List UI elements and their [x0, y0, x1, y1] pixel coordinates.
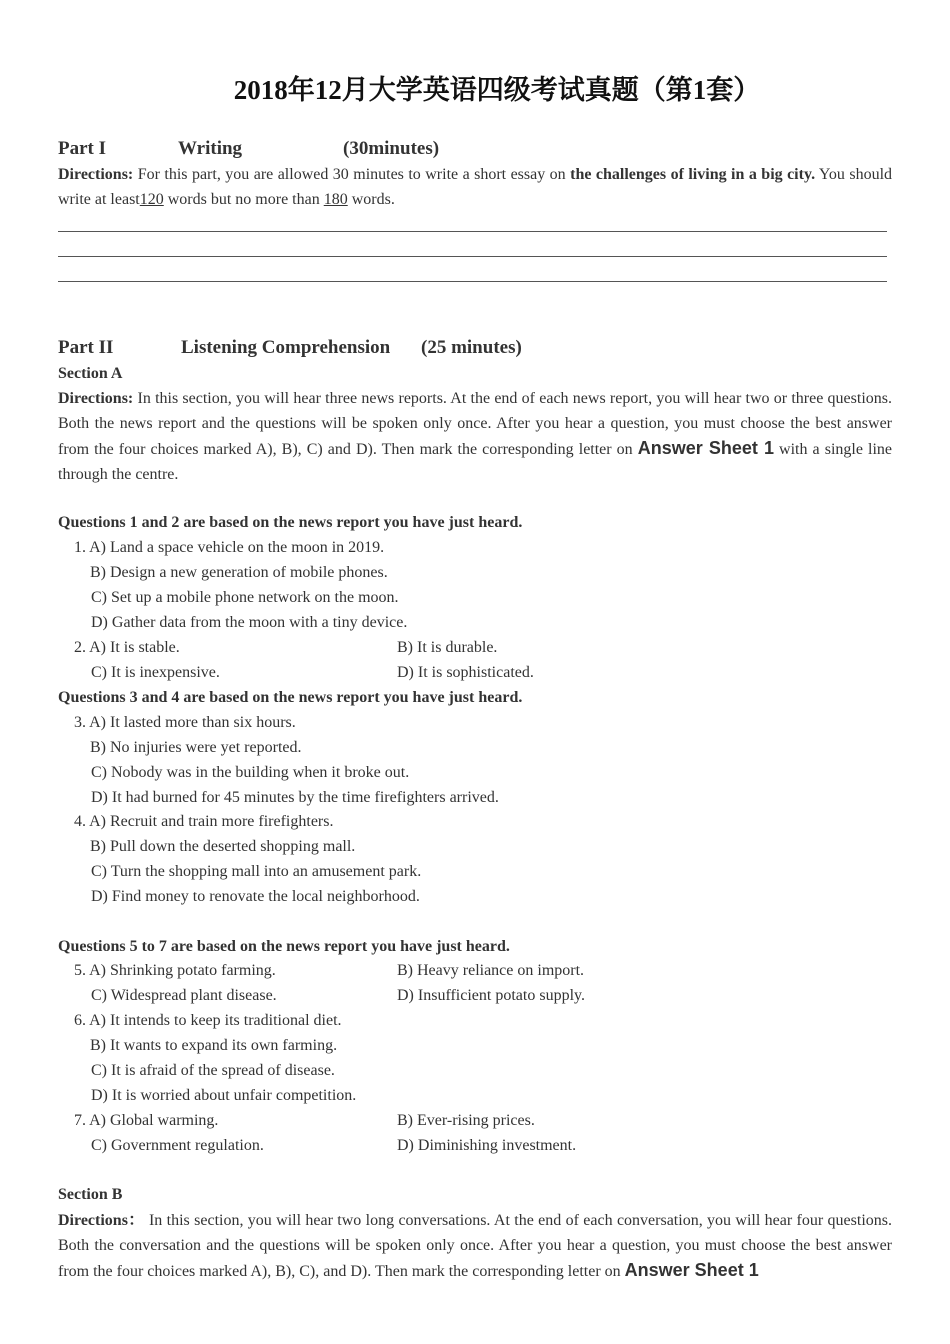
question-group-heading: Questions 5 to 7 are based on the news report you have just heard.	[58, 938, 510, 955]
section-a-label: Section A	[58, 365, 123, 382]
question-7-option-a: 7. A) Global warming.	[74, 1112, 219, 1129]
question-6-option-c: C) It is afraid of the spread of disease.	[91, 1062, 335, 1079]
question-5-option-b: B) Heavy reliance on import.	[397, 962, 585, 979]
question-4-option-a: 4. A) Recruit and train more firefighters.	[74, 813, 334, 830]
part2-time: (25 minutes)	[421, 337, 522, 358]
section-b-directions	[58, 1208, 892, 1284]
question-3-option-c: C) Nobody was in the building when it broke out.	[91, 764, 410, 781]
question-4-option-c: C) Turn the shopping mall into an amusement park.	[91, 863, 422, 880]
question-3-option-b: B) No injuries were yet reported.	[90, 739, 302, 756]
question-6-option-d: D) It is worried about unfair competition.	[91, 1087, 357, 1104]
question-2-option-b: B) It is durable.	[397, 639, 498, 656]
question-group-heading: Questions 1 and 2 are based on the news report you have just heard.	[58, 514, 523, 531]
part1-time: (30minutes)	[343, 138, 440, 159]
question-7-option-c: C) Government regulation.	[91, 1137, 264, 1154]
part1-label: Part I	[58, 138, 107, 159]
directions-text: In this section, you will hear two long conversations. At the end of each conversation, you will hear four questions. Both the conversation and the questions will be spoken only once. After you hear a question, you must choose the best answer from the four choices marked A), B), C), and D). Then mark the corresponding letter on	[58, 1212, 892, 1280]
question-1-option-b: B) Design a new generation of mobile phones.	[90, 564, 388, 581]
directions-text: with a single line through the centre.	[58, 441, 893, 483]
directions-label: Directions：	[58, 1212, 145, 1229]
directions-text: You should write at least	[58, 166, 893, 208]
question-2-option-d: D) It is sophisticated.	[397, 664, 534, 681]
answer-line	[58, 256, 887, 257]
question-6-option-a: 6. A) It intends to keep its traditional diet.	[74, 1012, 342, 1029]
question-4-option-b: B) Pull down the deserted shopping mall.	[90, 838, 356, 855]
answer-line	[58, 281, 887, 282]
part2-name: Listening Comprehension	[181, 337, 391, 358]
section-a-directions	[58, 386, 892, 487]
question-5-option-a: 5. A) Shrinking potato farming.	[74, 962, 276, 979]
question-3-option-a: 3. A) It lasted more than six hours.	[74, 714, 296, 731]
min-words: 120	[139, 191, 164, 208]
question-1-option-d: D) Gather data from the moon with a tiny device.	[91, 614, 408, 631]
part1-name: Writing	[178, 138, 243, 159]
question-2-option-c: C) It is inexpensive.	[91, 664, 220, 681]
question-7-option-b: B) Ever-rising prices.	[397, 1112, 535, 1129]
part1-directions	[58, 162, 892, 212]
answer-sheet-ref: Answer Sheet 1	[624, 1260, 759, 1280]
question-group-heading: Questions 3 and 4 are based on the news report you have just heard.	[58, 689, 523, 706]
question-1-option-c: C) Set up a mobile phone network on the moon.	[91, 589, 399, 606]
directions-text: In this section, you will hear three news reports. At the end of each news report, you will hear two or three questions. Both the news report and the questions will be spoken only once. After you hear a question, you must choose the best answer from the four choices marked A), B), C) and D). Then mark the corresponding letter on	[58, 390, 892, 458]
part2-label: Part II	[58, 337, 114, 358]
question-2-option-a: 2. A) It is stable.	[74, 639, 180, 656]
question-3-option-d: D) It had burned for 45 minutes by the time firefighters arrived.	[91, 789, 499, 806]
directions-text: For this part, you are allowed 30 minutes to write a short essay on	[133, 166, 571, 183]
answer-sheet-ref: Answer Sheet 1	[637, 438, 774, 458]
directions-label: Directions:	[58, 166, 134, 183]
question-7-option-d: D) Diminishing investment.	[397, 1137, 577, 1154]
page-title: 2018年12月大学英语四级考试真题（第1套）	[233, 75, 761, 105]
question-5-option-d: D) Insufficient potato supply.	[397, 987, 585, 1004]
directions-text: words but no more than	[163, 191, 324, 208]
essay-topic: the challenges of living in a big city.	[570, 166, 816, 183]
answer-line	[58, 231, 887, 232]
directions-label: Directions:	[58, 390, 134, 407]
section-b-label: Section B	[58, 1186, 123, 1203]
question-1-option-a: 1. A) Land a space vehicle on the moon in 2019.	[74, 539, 385, 556]
question-6-option-b: B) It wants to expand its own farming.	[90, 1037, 338, 1054]
question-4-option-d: D) Find money to renovate the local neighborhood.	[91, 888, 420, 905]
max-words: 180	[323, 191, 348, 208]
directions-text: words.	[347, 191, 395, 208]
question-5-option-c: C) Widespread plant disease.	[91, 987, 277, 1004]
